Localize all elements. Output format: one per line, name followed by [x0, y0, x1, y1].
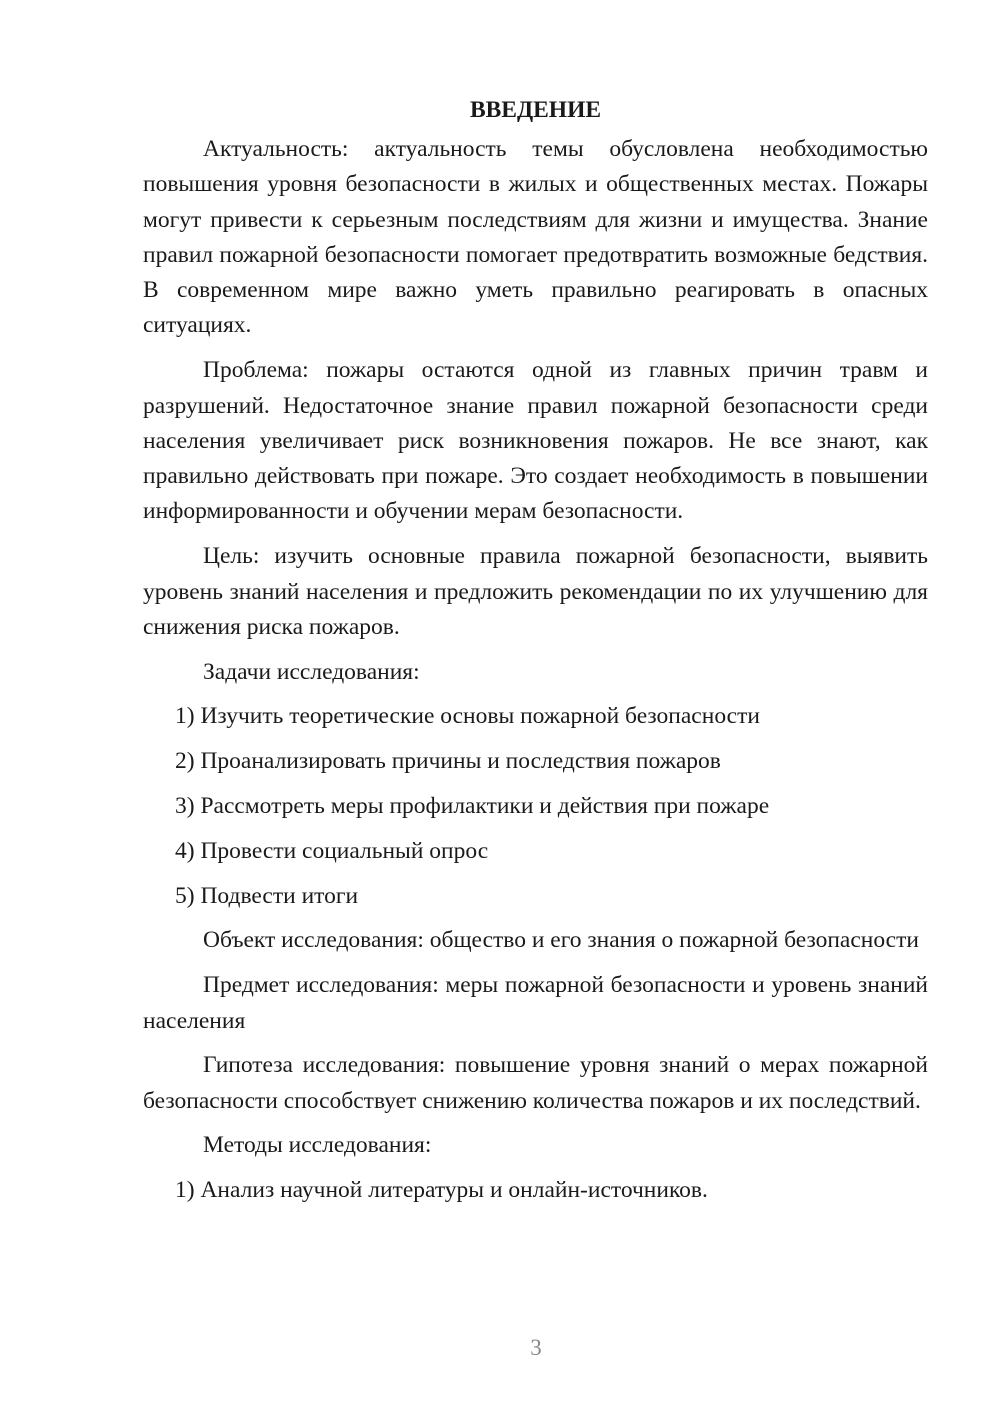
page-number: 3 — [530, 1335, 542, 1360]
methods-heading: Методы исследования: — [203, 1132, 432, 1159]
object-paragraph: Объект исследования: общество и его знания о пожарной безопасности — [203, 927, 919, 954]
goal-paragraph: Цель: изучить основные правила пожарной безопасности, выявить уровень знаний населения и предложить рекомендации по их улучшению для снижения риска пожаров. — [143, 543, 928, 640]
subject-paragraph: Предмет исследования: меры пожарной безопасности и уровень знаний населения — [143, 972, 928, 1034]
list-item: 4) Провести социальный опрос — [175, 837, 489, 864]
list-item: 1) Изучить теоретические основы пожарной безопасности — [175, 703, 760, 730]
section-title: ВВЕДЕНИЕ — [469, 97, 602, 123]
tasks-list — [143, 699, 928, 913]
list-item: 2) Проанализировать причины и последствия пожаров — [175, 748, 721, 775]
methods-list — [143, 1173, 928, 1208]
problem-paragraph: Проблема: пожары остаются одной из главных причин травм и разрушений. Недостаточное знание правил пожарной безопасности среди населения увеличивает риск возникновения пожаров. Не все знают, как правильно действовать при пожаре. Это создает необходимость в повышении информированности и обучении мерам безопасности. — [143, 357, 928, 525]
tasks-heading: Задачи исследования: — [203, 658, 420, 685]
hypothesis-paragraph: Гипотеза исследования: повышение уровня знаний о мерах пожарной безопасности способствует снижению количества пожаров и их последствий. — [143, 1052, 928, 1114]
list-item: 3) Рассмотреть меры профилактики и действия при пожаре — [175, 793, 770, 820]
list-item: 5) Подвести итоги — [175, 882, 359, 909]
relevance-paragraph: Актуальность: актуальность темы обусловлена необходимостью повышения уровня безопасности в жилых и общественных местах. Пожары могут привести к серьезным последствиям для жизни и имущества. Знание правил пожарной безопасности помогает предотвратить возможные бедствия. В современном мире важно уметь правильно реагировать в опасных ситуациях. — [143, 136, 928, 339]
list-item: 1) Анализ научной литературы и онлайн-источников. — [175, 1177, 708, 1204]
page-content — [143, 92, 928, 1218]
